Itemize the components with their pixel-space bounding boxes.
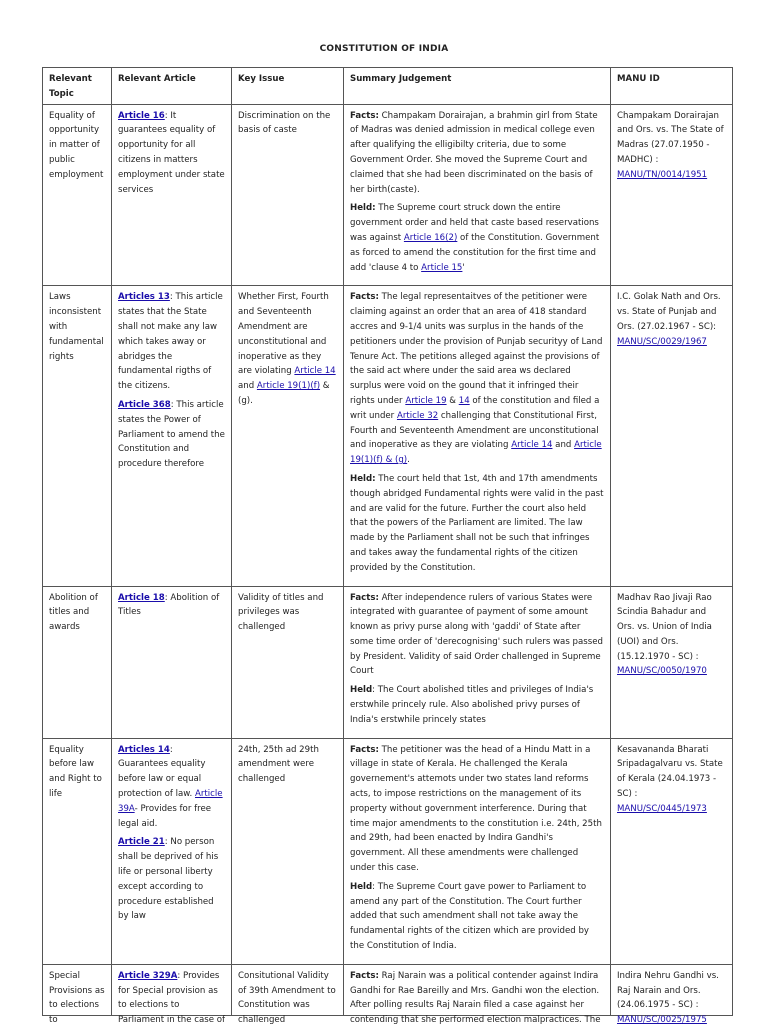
held-label: Held:	[350, 473, 376, 484]
facts-text: The petitioner was the head of a Hindu Matt in a village in state of Kerala. He challenged the Kerala governement's attemots under two states land reforms acts, to impose restrictions on the management of its property without government interference. During that time major amendments to the constitution i.e. 24th, 25th and 29th, had been enacted by Indira Gandhi's government. All these amendments were challenged under this case.	[350, 744, 602, 874]
held-text: The Supreme court struck down the entire government order and held that caste based reservations was against	[350, 203, 599, 243]
document-title: CONSTITUTION OF INDIA	[319, 44, 449, 54]
facts-paragraph	[350, 743, 604, 876]
article-link[interactable]: Article 21	[118, 837, 165, 848]
facts-article-link[interactable]: 14	[458, 395, 470, 406]
held-paragraph	[350, 683, 604, 727]
facts-label: Facts:	[350, 744, 379, 755]
held-text: '	[462, 262, 465, 273]
article-description: : It guarantees equality of opportunity for all citizens in matters employment under state services	[118, 110, 225, 195]
article-link[interactable]: Article 16	[118, 110, 165, 121]
article-description: : No person shall be deprived of his life or personal liberty except according to procedure established by law	[118, 837, 219, 922]
article-paragraph	[118, 835, 225, 924]
article-paragraph	[118, 743, 225, 832]
article-description: : Provides for Special provision as to elections to Parliament in the case of	[118, 970, 226, 1026]
facts-text: Raj Narain was a political contender against Indira Gandhi for Rae Bareilly and Mrs. Gandhi won the election. After polling results Raj Narain filed a case against her contending that she performed election malpractices. The	[350, 970, 601, 1026]
facts-article-link[interactable]: Article 32	[396, 410, 439, 421]
header-relevant-topic: Relevant Topic	[43, 68, 112, 105]
table-row	[43, 738, 733, 964]
issue-cell	[232, 286, 344, 586]
table-row	[43, 286, 733, 586]
facts-text: Champakam Dorairajan, a brahmin girl from State of Madras was denied admission in medical college even after qualifying the elligibilty criteria, due to some Government Order. She moved the Supreme Court and claimed that she had been discriminated on the basis of her birth(caste).	[350, 110, 598, 195]
case-name: Madhav Rao Jivaji Rao Scindia Bahadur and Ors. vs. Union of India (UOI) and Ors. (15.12.1970 - SC) :	[617, 592, 712, 662]
article-link[interactable]: Article 18	[118, 592, 165, 603]
issue-cell: Discrimination on the basis of caste	[232, 104, 344, 286]
article-link[interactable]: Article 329A	[118, 970, 178, 981]
table-header-row	[43, 68, 733, 105]
summary-cell	[344, 586, 611, 738]
article-paragraph	[118, 290, 225, 394]
facts-paragraph	[350, 109, 604, 198]
article-link[interactable]: Articles 13	[118, 292, 170, 303]
case-name: I.C. Golak Nath and Ors. vs. State of Punjab and Ors. (27.02.1967 - SC):	[617, 292, 721, 332]
article-description: : Abolition of Titles	[118, 592, 220, 618]
topic-cell: Equality of opportunity in matter of public employment	[43, 104, 112, 286]
header-key-issue: Key Issue	[232, 68, 344, 105]
article-link[interactable]: Article 368	[118, 399, 171, 410]
manu-wrap	[617, 969, 726, 1026]
held-paragraph	[350, 880, 604, 954]
facts-article-link[interactable]: Article 14	[511, 440, 553, 451]
summary-cell	[344, 286, 611, 586]
topic-cell: Equality before law and Right to life	[43, 738, 112, 964]
held-label: Held	[350, 685, 373, 696]
facts-paragraph	[350, 290, 604, 468]
facts-paragraph	[350, 591, 604, 680]
issue-article-link[interactable]: Article 19(1)(f)	[256, 381, 321, 392]
held-text: The court held that 1st, 4th and 17th amendments though abridged Fundamental rights were valid in the past and are valid for the future. Further the court also held that the powers of the Parliament are limited. The law made by the Parliament shall not be such that infringes and takes away the fundamental rights of the citizen provided by the Constitution.	[350, 473, 604, 573]
held-article-link[interactable]: Article 16(2)	[403, 232, 458, 243]
manu-id-link[interactable]: MANU/SC/0445/1973	[617, 803, 707, 814]
case-name: Indira Nehru Gandhi vs. Raj Narain and Ors. (24.06.1975 - SC) :	[617, 970, 719, 1011]
article-link-inline[interactable]: Article 39A	[118, 789, 223, 814]
article-cell	[112, 104, 232, 286]
issue-article-link[interactable]: Article 14	[294, 366, 336, 377]
facts-label: Facts:	[350, 592, 379, 603]
summary-cell	[344, 104, 611, 286]
article-wrap	[118, 969, 226, 1026]
held-text: : The Supreme Court gave power to Parliament to amend any part of the Constitution. The Court further added that such amendment shall not take away the fundamental rights of the citizen which are provided by the Constitution of India.	[350, 881, 589, 952]
manu-cell	[611, 586, 733, 738]
article-link[interactable]: Articles 14	[118, 744, 170, 755]
table-row	[43, 586, 733, 738]
topic-cell: Abolition of titles and awards	[43, 586, 112, 738]
article-cell	[112, 286, 232, 586]
manu-id-link[interactable]: MANU/SC/0025/1975	[617, 1015, 707, 1026]
facts-article-link[interactable]: Article 19(1)(f) & (g)	[350, 440, 602, 466]
facts-text: .	[407, 455, 410, 466]
facts-article-link[interactable]: Article 19	[405, 395, 447, 406]
manu-id-link[interactable]: MANU/SC/0050/1970	[617, 666, 707, 677]
manu-cell	[611, 964, 733, 1026]
facts-text: After independence rulers of various States were integrated with guarantee of payment of some amount known as privy purse along with 'gaddi' of State after some time order of 'derecognising' such rulers was passed by President. Validity of said Order challenged in Supreme Court	[350, 592, 603, 677]
manu-id-link[interactable]: MANU/SC/0029/1967	[617, 336, 707, 347]
issue-cell	[232, 964, 344, 1026]
summary-wrap	[350, 969, 604, 1026]
article-description: : This article states the Power of Parliament to amend the Constitution and procedure therefore	[118, 399, 225, 470]
case-name: Champakam Dorairajan and Ors. vs. The State of Madras (27.07.1950 - MADHC) :	[617, 110, 724, 165]
summary-cell	[344, 738, 611, 964]
facts-text: challenging that Constitutional First, Fourth and Seventeenth Amendment are unconstitutional and inoperative as they are violating	[350, 410, 599, 451]
facts-label: Facts:	[350, 970, 379, 981]
manu-cell	[611, 286, 733, 586]
manu-cell	[611, 104, 733, 286]
issue-cell: Validity of titles and privileges was challenged	[232, 586, 344, 738]
article-paragraph	[118, 398, 225, 472]
held-label: Held	[350, 881, 373, 892]
issue-text: Consitutional Validity of 39th Amendment to Constitution was challenged	[238, 970, 336, 1026]
case-table	[42, 67, 733, 1026]
header-manu-id: MANU ID	[611, 68, 733, 105]
issue-text: & (g).	[238, 381, 330, 406]
manu-id-link[interactable]: MANU/TN/0014/1951	[617, 169, 708, 180]
facts-label: Facts:	[350, 110, 379, 121]
article-description: : Guarantees equality before law or equal protection of law.	[118, 744, 206, 800]
held-text: of the Constitution. Government as forced to amend the constitution for the first time and add 'clause 4 to	[350, 232, 600, 273]
facts-text: &	[446, 395, 459, 406]
held-paragraph	[350, 201, 604, 275]
facts-text: of the constitution and filed a writ under	[350, 395, 600, 421]
article-cell	[112, 964, 232, 1026]
held-label: Held:	[350, 203, 376, 214]
article-cell	[112, 586, 232, 738]
issue-text: and	[238, 381, 257, 392]
summary-cell	[344, 964, 611, 1026]
header-relevant-article: Relevant Article	[112, 68, 232, 105]
facts-text: and	[552, 440, 575, 451]
manu-cell	[611, 738, 733, 964]
topic-cell	[43, 964, 112, 1026]
facts-text: The legal representaitves of the petitioner were claiming against an order that an area of 418 standard accres and 9-1/4 units was surplus in the hands of the petitioners under the provision of Punjab securityy of Land Tenure Act. The petitions alleged against the provisions of the said act where under the said area ws declared surplus were void on the gound that it infringed their rights under	[350, 292, 603, 406]
article-cell	[112, 738, 232, 964]
article-description: - Provides for free legal aid.	[118, 803, 212, 829]
topic-cell: Laws inconsistent with fundamental rights	[43, 286, 112, 586]
table-row	[43, 104, 733, 286]
case-name: Kesavananda Bharati Sripadagalvaru vs. State of Kerala (24.04.1973 - SC) :	[617, 744, 723, 800]
topic-text: Special Provisions as to elections to	[49, 970, 105, 1026]
issue-cell: 24th, 25th ad 29th amendment were challenged	[232, 738, 344, 964]
issue-text: Whether First, Fourth and Seventeenth Amendment are unconstitutional and inoperative as they are violating	[238, 292, 329, 377]
facts-label: Facts:	[350, 292, 379, 303]
table-row	[43, 964, 733, 1015]
held-text: : The Court abolished titles and privileges of India's erstwhile princely rule. Also abolished privy purses of India's erstwhile princely states	[350, 685, 594, 725]
held-article-link[interactable]: Article 15	[421, 262, 463, 273]
header-summary-judgement: Summary Judgement	[344, 68, 611, 105]
held-paragraph	[350, 472, 604, 576]
article-description: : This article states that the State shall not make any law which takes away or abridges the fundamental rigths of the citizens.	[118, 292, 223, 392]
